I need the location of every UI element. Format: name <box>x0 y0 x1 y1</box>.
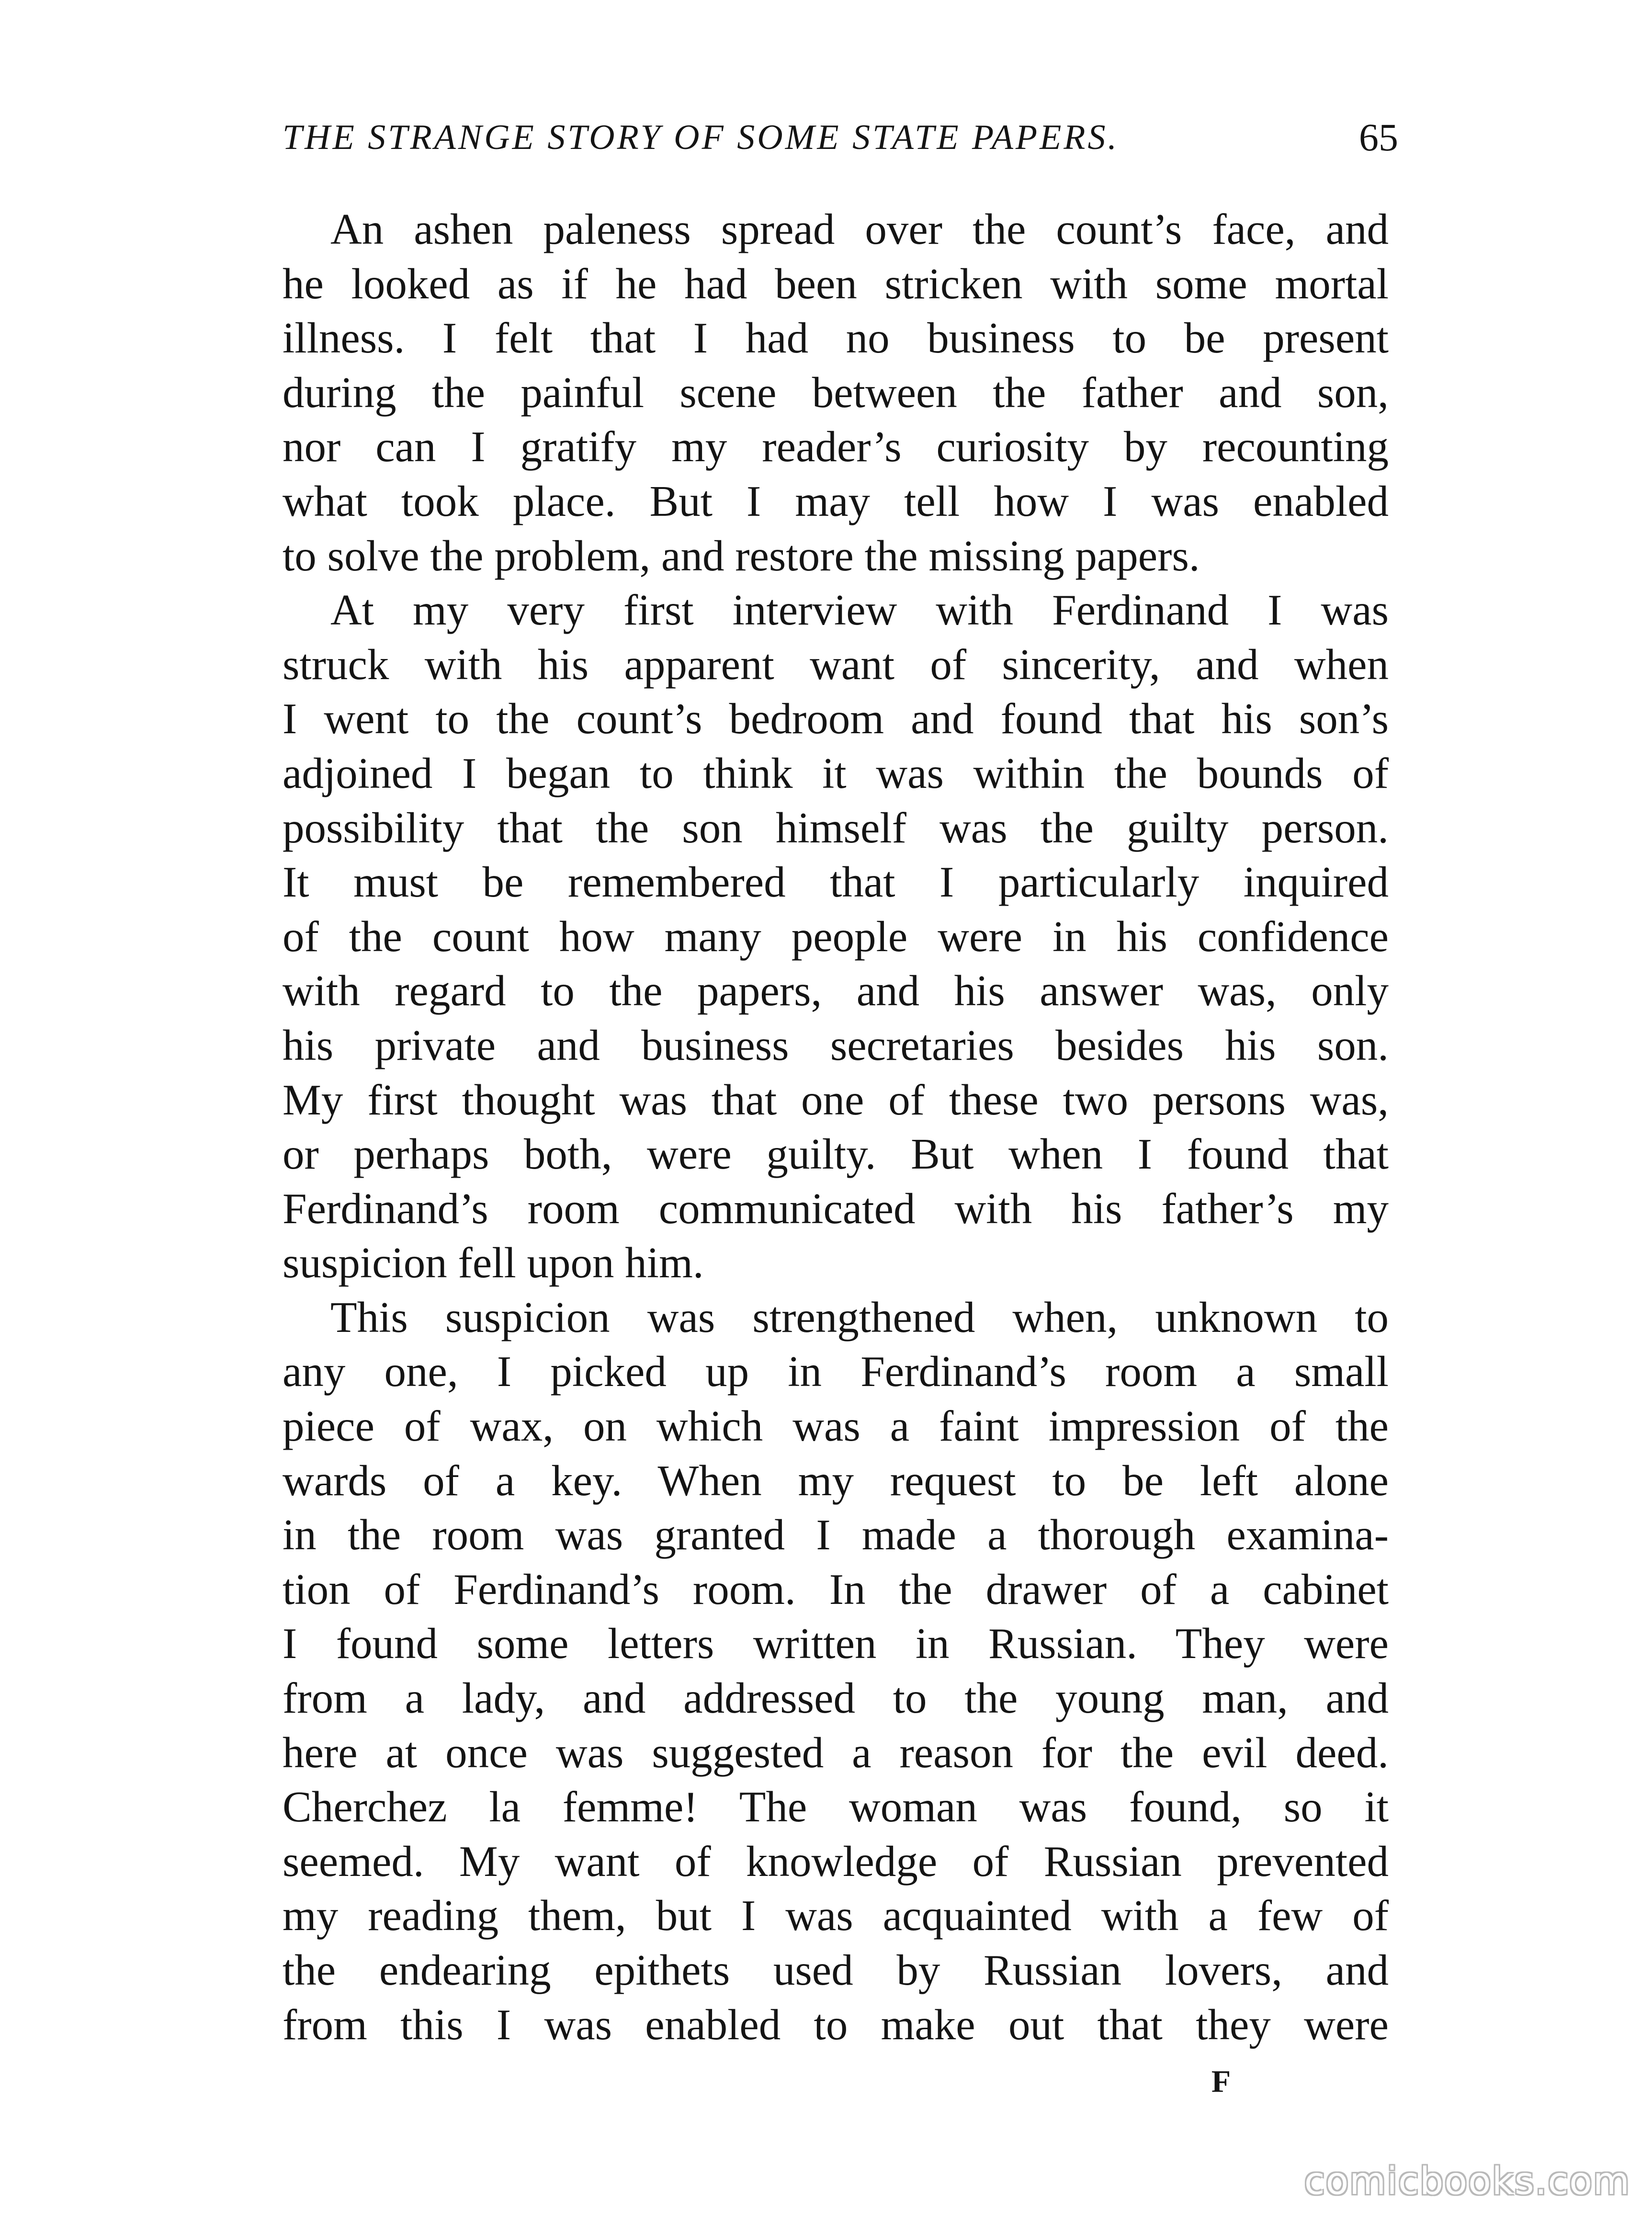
text-line: Ferdinand’s room communicated with his father’s my <box>283 1184 1389 1233</box>
text-line: or perhaps both, were guilty. But when I found that <box>283 1130 1389 1179</box>
text-line: suspicion fell upon him. <box>283 1238 704 1287</box>
text-line: This suspicion was strengthened when, unknown to <box>330 1293 1389 1341</box>
text-line: I found some letters written in Russian. They were <box>283 1619 1389 1668</box>
text-line: I went to the count’s bedroom and found that his son’s <box>283 694 1389 743</box>
text-line: he looked as if he had been stricken with some mortal <box>283 259 1389 308</box>
text-line: in the room was granted I made a thorough examina- <box>283 1511 1389 1559</box>
text-line: nor can I gratify my reader’s curiosity by recounting <box>283 422 1389 471</box>
text-line: My first thought was that one of these two persons was, <box>283 1075 1389 1124</box>
paragraph-1 <box>283 202 1389 583</box>
text-line: of the count how many people were in his confidence <box>283 912 1389 961</box>
text-line: possibility that the son himself was the guilty person. <box>283 803 1389 852</box>
text-line: from this I was enabled to make out that they were <box>283 2000 1389 2049</box>
text-line: At my very first interview with Ferdinand I was <box>330 586 1389 635</box>
running-title: THE STRANGE STORY OF SOME STATE PAPERS. <box>283 118 1120 157</box>
text-line: with regard to the papers, and his answer was, only <box>283 966 1389 1015</box>
signature-mark: F <box>1211 2064 1231 2099</box>
body-text <box>283 202 1389 2052</box>
text-line: from a lady, and addressed to the young man, and <box>283 1674 1389 1723</box>
text-line: here at once was suggested a reason for the evil deed. <box>283 1728 1389 1777</box>
text-line: Cherchez la femme! The woman was found, so it <box>283 1783 1389 1831</box>
text-line: any one, I picked up in Ferdinand’s room a small <box>283 1347 1389 1396</box>
text-line: his private and business secretaries besides his son. <box>283 1021 1389 1069</box>
text-line: An ashen paleness spread over the count’s face, and <box>330 205 1389 253</box>
text-line: the endearing epithets used by Russian lovers, and <box>283 1946 1389 1994</box>
text-line: my reading them, but I was acquainted with a few of <box>283 1891 1389 1940</box>
text-line: adjoined I began to think it was within the bounds of <box>283 749 1389 797</box>
text-line: piece of wax, on which was a faint impression of the <box>283 1402 1389 1451</box>
paragraph-2 <box>283 583 1389 1290</box>
text-line: wards of a key. When my request to be left alone <box>283 1456 1389 1505</box>
watermark: comicbooks.com <box>1304 2160 1630 2203</box>
text-line: illness. I felt that I had no business to be present <box>283 314 1389 363</box>
text-line: what took place. But I may tell how I was enabled <box>283 477 1389 525</box>
text-line: to solve the problem, and restore the missing papers. <box>283 531 1200 580</box>
text-line: It must be remembered that I particularly inquired <box>283 858 1389 907</box>
text-line: tion of Ferdinand’s room. In the drawer of a cabinet <box>283 1565 1389 1613</box>
page-number: 65 <box>1359 115 1398 159</box>
text-line: during the painful scene between the father and son, <box>283 368 1389 417</box>
text-line: seemed. My want of knowledge of Russian prevented <box>283 1837 1389 1886</box>
text-line: struck with his apparent want of sincerity, and when <box>283 640 1389 689</box>
paragraph-3 <box>283 1290 1389 2052</box>
